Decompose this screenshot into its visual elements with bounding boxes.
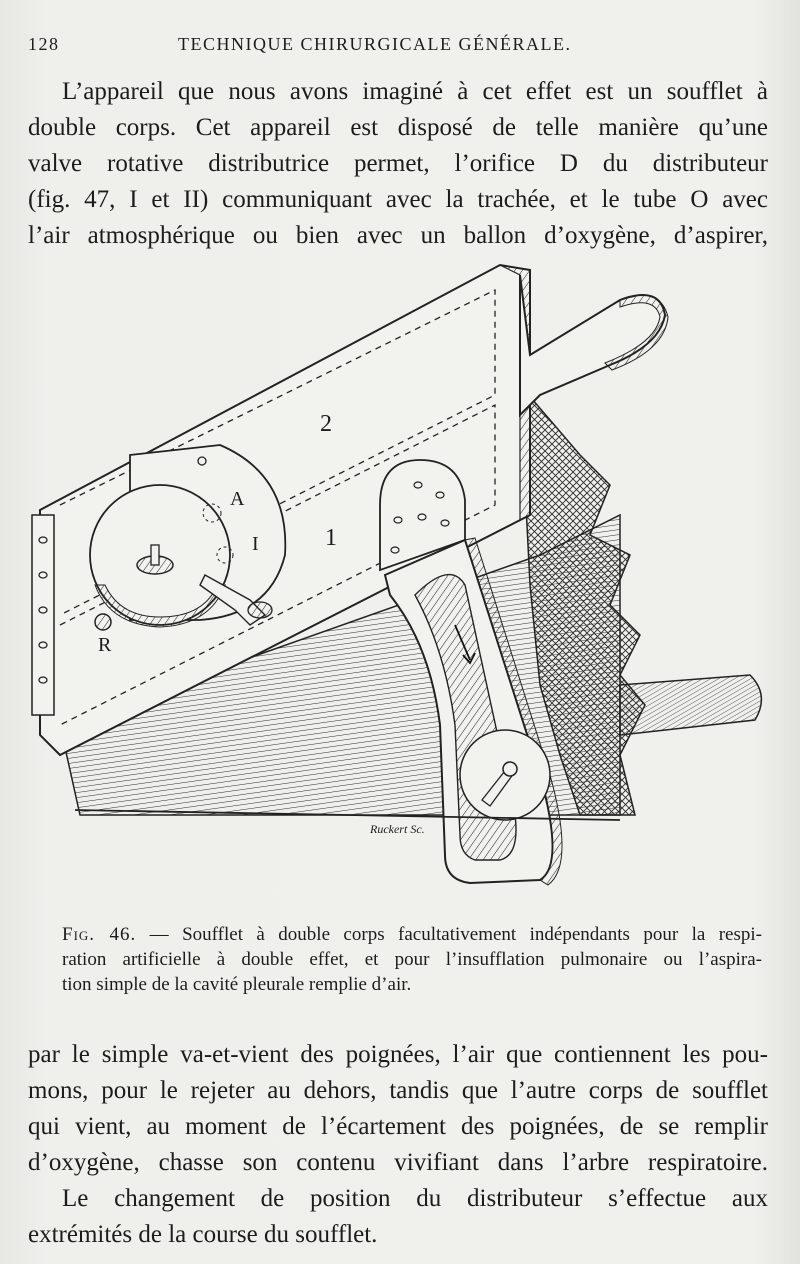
caption-line: Fig. 46. — Soufflet à double corps facultativement indépendants pour la respi-: [62, 924, 762, 945]
right-handle: [620, 675, 761, 735]
valve-lever-end: [248, 602, 272, 618]
running-title: TECHNIQUE CHIRURGICALE GÉNÉRALE.: [178, 34, 572, 54]
figure-caption: [62, 922, 762, 997]
text-line: qui vient, au moment de l’écartement des poignées, de se remplir: [28, 1113, 768, 1140]
page-header: [28, 34, 768, 62]
text-line: extrémités de la course du soufflet.: [28, 1221, 378, 1248]
text-line: par le simple va-et-vient des poignées, l’air que contiennent les pou-: [28, 1041, 768, 1068]
label-chamber-1: 1: [325, 525, 337, 551]
label-valve-a: A: [230, 488, 245, 510]
left-edge-plate: [32, 515, 54, 715]
text-line: L’appareil que nous avons imaginé à cet effet est un soufflet à: [62, 78, 768, 105]
caption-line: ration artificielle à double effet, et pour l’insufflation pulmonaire ou l’aspira-: [62, 949, 762, 970]
orifice-r-ring: [95, 614, 111, 630]
label-chamber-2: 2: [320, 411, 332, 437]
figure-label: Fig. 46.: [62, 924, 137, 945]
text-line: valve rotative distributrice permet, l’orifice D du distributeur: [28, 150, 768, 177]
label-orifice-r: R: [98, 634, 112, 656]
text-line: double corps. Cet appareil est disposé de telle manière qu’une: [28, 114, 768, 141]
text-line: l’air atmosphérique ou bien avec un ballon d’oxygène, d’aspirer,: [28, 222, 768, 249]
text-line: mons, pour le rejeter au dehors, tandis que l’autre corps de soufflet: [28, 1077, 768, 1104]
bellows-illustration: [20, 255, 780, 915]
text-line: Le changement de position du distributeur s’effectue aux: [62, 1185, 768, 1212]
page-number: 128: [28, 34, 60, 54]
top-paragraph: [28, 74, 768, 254]
caption-line: tion simple de la cavité pleurale remplie d’air.: [62, 974, 412, 995]
bottom-paragraph: [28, 1037, 768, 1253]
text-line: d’oxygène, chasse son contenu vivifiant dans l’arbre respiratoire.: [28, 1149, 768, 1176]
text-line: (fig. 47, I et II) communiquant avec la trachée, et le tube O avec: [28, 186, 768, 213]
lever-pin: [503, 762, 517, 776]
valve-stem: [151, 545, 159, 565]
engraver-signature: Ruckert Sc.: [370, 822, 425, 836]
label-valve-i: I: [252, 533, 259, 555]
